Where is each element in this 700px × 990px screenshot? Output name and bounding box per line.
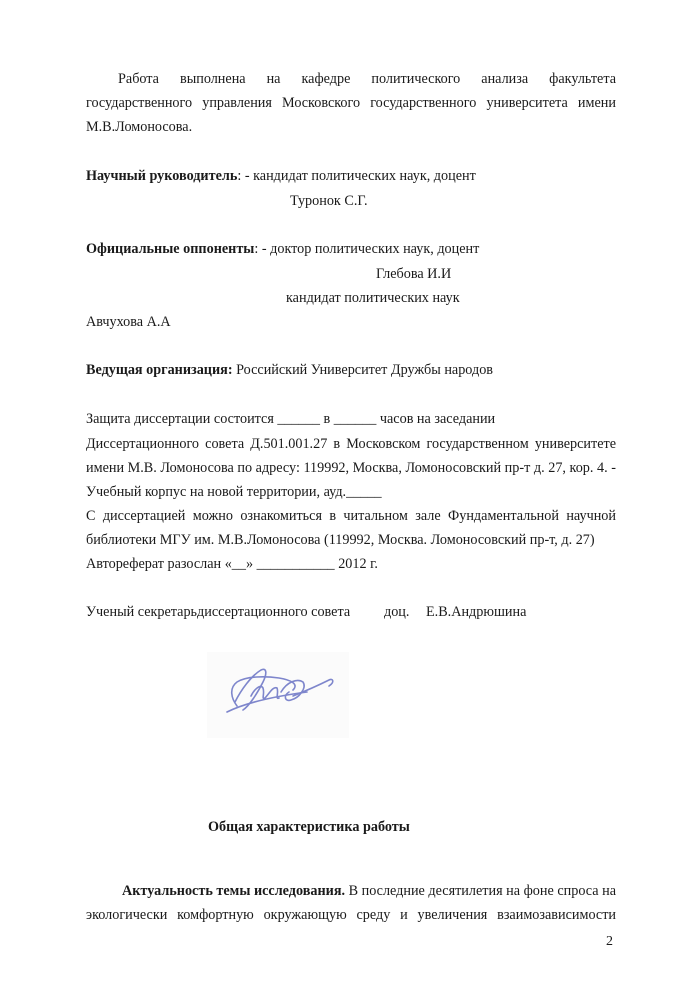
supervisor-label: Научный руководитель [86, 168, 238, 184]
opponent-2-name: Авчухова А.А [86, 314, 171, 330]
secretary-rank: доц. [384, 604, 410, 620]
defense-line-7: Автореферат разослан «__» ___________ 2012 г. [86, 556, 378, 572]
supervisor-name: Туронок С.Г. [290, 193, 368, 209]
relevance-text-1: В последние десятилетия на фоне спроса на [345, 883, 616, 899]
defense-line-1: Защита диссертации состоится ______ в ______ часов на заседании [86, 411, 496, 427]
opponent-2-degree: кандидат политических наук [286, 290, 460, 306]
section-title: Общая характеристика работы [208, 819, 410, 835]
defense-line-2: Диссертационного совета Д.501.001.27 в Московском государственном университете [86, 436, 616, 452]
secretary-name: Е.В.Андрюшина [426, 604, 527, 620]
leading-organization-line [86, 361, 616, 379]
defense-line-5: С диссертацией можно ознакомиться в читальном зале Фундаментальной научной [86, 508, 616, 524]
defense-line-3: имени М.В. Ломоносова по адресу: 119992, Москва, Ломоносовский пр-т д. 27, кор. 4. - [86, 460, 616, 476]
signature-icon [207, 652, 349, 738]
opponents-label: Официальные оппоненты [86, 241, 255, 257]
page-number: 2 [606, 934, 613, 949]
opponent-1-degree: : - доктор политических наук, доцент [254, 241, 480, 257]
secretary-label: Ученый секретарьдиссертационного совета [86, 604, 351, 620]
defense-line-6: библиотеки МГУ им. М.В.Ломоносова (119992, Москва. Ломоносовский пр-т, д. 27) [86, 532, 595, 548]
intro-line-3: М.В.Ломоносова. [86, 119, 193, 135]
intro-line-2: государственного управления Московского государственного университета имени [86, 95, 616, 111]
leading-organization-value: Российский Университет Дружбы народов [232, 362, 493, 378]
opponents-line [86, 240, 616, 258]
relevance-line-2: экологически комфортную окружающую среду и увеличения взаимозависимости [86, 907, 616, 923]
relevance-line-1 [122, 882, 616, 900]
signature-image [207, 652, 349, 738]
supervisor-degree: : - кандидат политических наук, доцент [237, 168, 476, 184]
opponent-1-name: Глебова И.И [376, 266, 452, 282]
defense-line-4: Учебный корпус на новой территории, ауд._____ [86, 484, 382, 500]
intro-line-1: Работа выполнена на кафедре политического анализа факультета [118, 71, 616, 87]
relevance-heading: Актуальность темы исследования. [122, 883, 346, 899]
leading-organization-label: Ведущая организация: [86, 362, 233, 378]
supervisor-line [86, 167, 616, 185]
